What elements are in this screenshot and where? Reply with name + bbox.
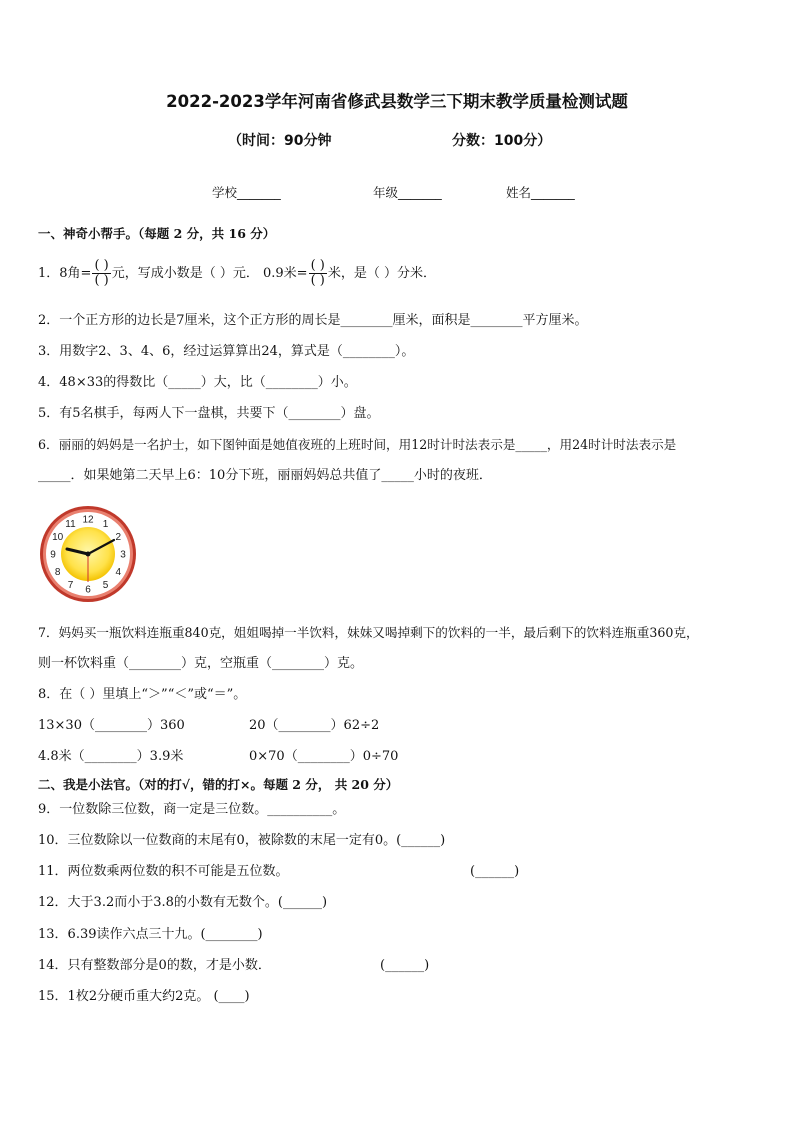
question-8-c: 4.8米（________）3.9米 <box>38 749 184 764</box>
grade-field: 年级_______ <box>373 185 442 200</box>
wall-clock-image <box>38 504 138 604</box>
exam-time: （时间：90分钟 <box>228 133 332 149</box>
question-15: 15．1枚2分硬币重大约2克。 (____) <box>38 989 250 1004</box>
question-8-d: 0×70（________）0÷70 <box>249 749 399 764</box>
question-10: 10．三位数除以一位数商的末尾有0，被除数的末尾一定有0。(______) <box>38 833 446 848</box>
clock-numeral: 3 <box>120 549 126 561</box>
q1-frac2-denominator: ( ) <box>310 273 325 288</box>
page-title: 2022-2023学年河南省修武县数学三下期末教学质量检测试题 <box>166 92 628 111</box>
clock-numeral: 10 <box>52 532 64 543</box>
question-8: 8．在（ ）里填上“＞”“＜”或“＝”。 <box>38 687 247 702</box>
question-14: 14．只有整数部分是0的数，才是小数． <box>38 958 271 973</box>
question-2: 2．一个正方形的边长是7厘米，这个正方形的周长是________厘米，面积是________平方厘米。 <box>38 313 588 328</box>
clock-pivot <box>86 552 91 557</box>
section-2-title: 二、我是小法官。（对的打√，错的打×。每题 2 分， 共 20 分） <box>38 777 399 792</box>
q1-frac2-numerator: ( ) <box>310 258 325 273</box>
question-3: 3．用数字2、3、4、6，经过运算算出24，算式是（________）。 <box>38 344 415 359</box>
clock-numeral: 2 <box>115 532 122 543</box>
q1-frac1-numerator: ( ) <box>94 258 109 273</box>
section-1-title: 一、神奇小帮手。（每题 2 分，共 16 分） <box>38 226 276 241</box>
question-5: 5．有5名棋手，每两人下一盘棋，共要下（________）盘。 <box>38 406 380 421</box>
clock-numeral: 5 <box>102 579 109 591</box>
clock-numeral: 12 <box>82 514 94 526</box>
name-field: 姓名_______ <box>506 185 575 200</box>
question-8-a: 13×30（________）360 <box>38 718 185 733</box>
question-13: 13．6.39读作六点三十九。(________) <box>38 927 263 942</box>
clock-numeral: 11 <box>65 519 76 531</box>
question-11-blank: (______) <box>470 864 520 879</box>
clock-numeral: 7 <box>67 579 74 591</box>
question-8-b: 20（________）62÷2 <box>249 718 380 733</box>
clock-numeral: 8 <box>54 567 61 578</box>
clock-numeral: 1 <box>102 519 109 531</box>
q1-frac1-denominator: ( ) <box>94 273 109 288</box>
question-14-blank: (______) <box>380 958 430 973</box>
question-6-line-1: 6．丽丽的妈妈是一名护士，如下图钟面是她值夜班的上班时间，用12时计时法表示是_____，用24时计时法表示是 <box>38 437 677 452</box>
clock-numeral: 4 <box>115 567 122 578</box>
question-6-line-2: _____．如果她第二天早上6：10分下班，丽丽妈妈总共值了_____小时的夜班． <box>38 468 492 483</box>
q1-text-a: 1．8角= <box>38 266 92 281</box>
clock-numeral: 6 <box>85 584 91 596</box>
question-1 <box>38 253 436 295</box>
q1-fraction-1 <box>92 259 110 288</box>
question-12: 12．大于3.2而小于3.8的小数有无数个。(______) <box>38 895 328 910</box>
exam-score: 分数：100分） <box>452 133 552 149</box>
question-9: 9．一位数除三位数，商一定是三位数。__________。 <box>38 802 346 817</box>
question-7-line-1: 7．妈妈买一瓶饮料连瓶重840克，姐姐喝掉一半饮料，妹妹又喝掉剩下的饮料的一半，最后剩下的饮料连瓶重360克， <box>38 625 699 640</box>
question-7-line-2: 则一杯饮料重（________）克，空瓶重（________）克。 <box>38 656 364 671</box>
q1-fraction-2 <box>309 259 327 288</box>
school-field: 学校_______ <box>212 185 281 200</box>
clock-numeral: 9 <box>50 549 56 561</box>
q1-text-b: 元，写成小数是（ ）元． 0.9米= <box>111 266 308 281</box>
question-11: 11．两位数乘两位数的积不可能是五位数。 <box>38 864 289 879</box>
q1-text-c: 米，是（ ）分米． <box>327 266 436 281</box>
question-4: 4．48×33的得数比（_____）大，比（________）小。 <box>38 375 357 390</box>
